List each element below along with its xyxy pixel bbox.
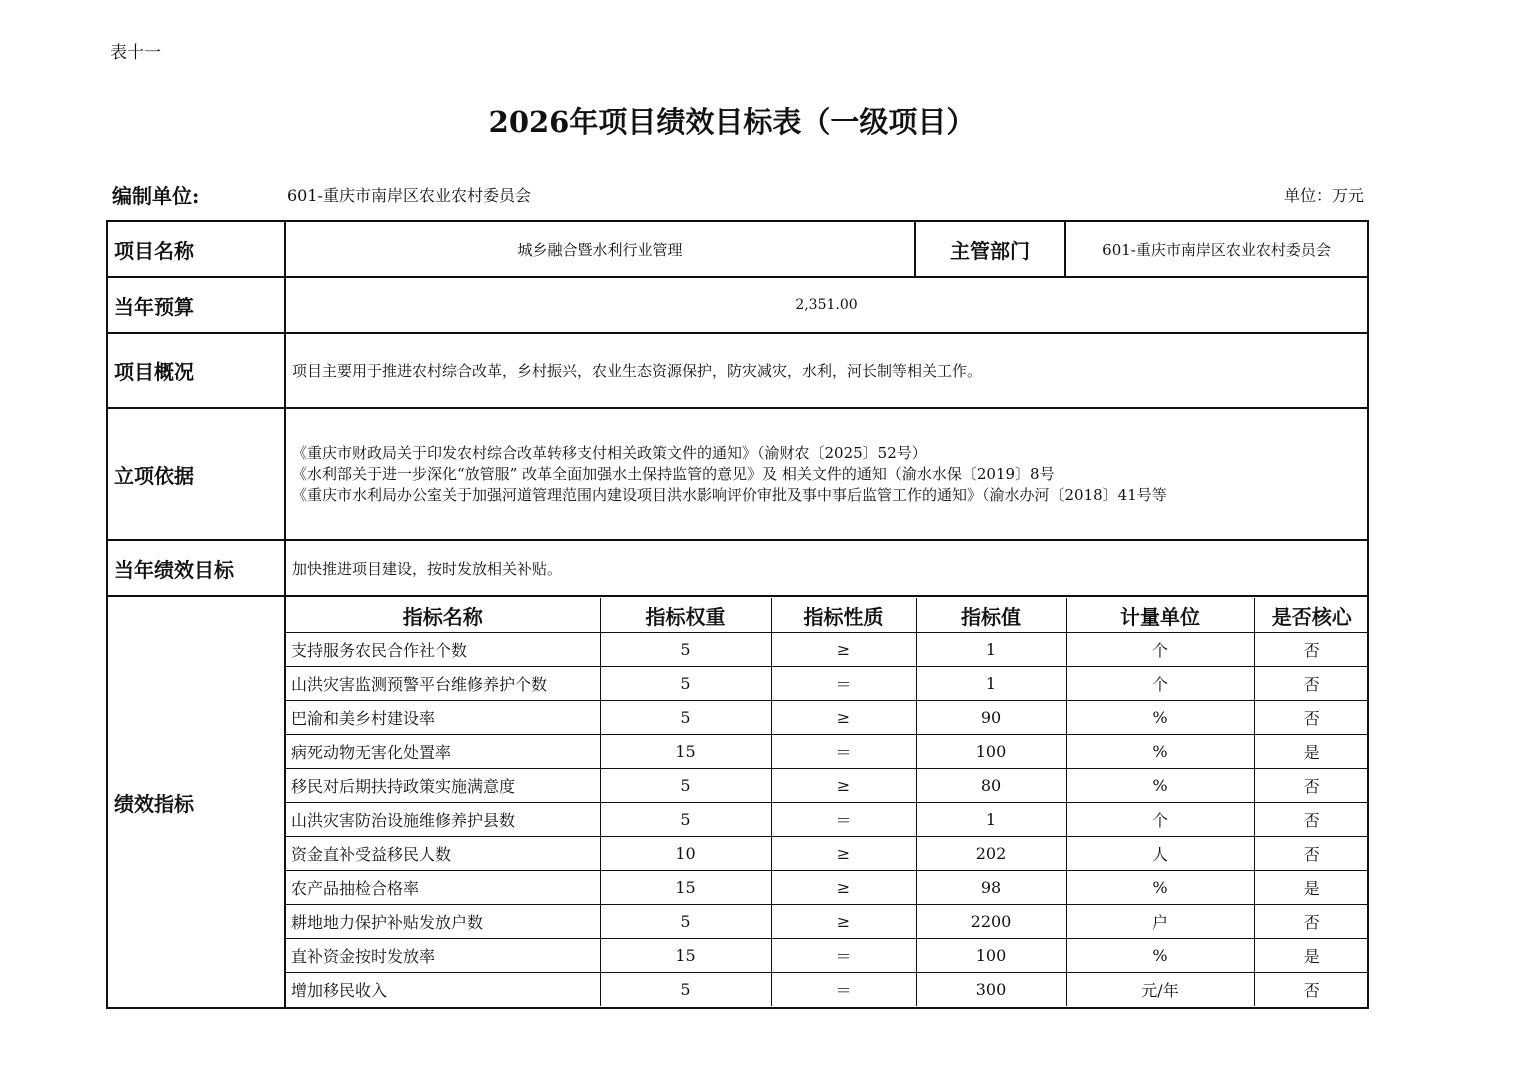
basis-label: 立项依据 — [107, 408, 285, 540]
table-row — [286, 667, 1368, 701]
indicator-nature: ＝ — [771, 667, 916, 701]
indicator-core: 否 — [1254, 667, 1368, 701]
indicator-core: 否 — [1254, 837, 1368, 871]
indicator-weight: 15 — [600, 871, 771, 905]
table-row — [286, 803, 1368, 837]
indicator-core: 否 — [1254, 701, 1368, 735]
performance-target-table — [106, 220, 1369, 1009]
indicator-unit: % — [1066, 769, 1254, 803]
indicator-weight: 5 — [600, 905, 771, 939]
indicator-unit: 元/年 — [1066, 973, 1254, 1007]
indicator-value: 1 — [916, 667, 1066, 701]
unit-label: 单位：万元 — [1283, 186, 1364, 205]
goal-value: 加快推进项目建设，按时发放相关补贴。 — [285, 540, 1368, 596]
page-title: 2026年项目绩效目标表（一级项目） — [488, 105, 976, 139]
table-row — [286, 769, 1368, 803]
indicator-nature: ≥ — [771, 769, 916, 803]
overview-value: 项目主要用于推进农村综合改革，乡村振兴，农业生态资源保护，防灾减灾，水利，河长制等相关工作。 — [285, 333, 1368, 408]
indicator-value: 1 — [916, 633, 1066, 667]
indicator-nature: ≥ — [771, 905, 916, 939]
indicator-name: 山洪灾害防治设施维修养护县数 — [286, 803, 600, 837]
budget-value: 2,351.00 — [285, 277, 1368, 333]
indicator-weight: 5 — [600, 701, 771, 735]
project-name-value: 城乡融合暨水利行业管理 — [285, 221, 915, 277]
indicator-value: 98 — [916, 871, 1066, 905]
indicator-nature: ＝ — [771, 973, 916, 1007]
table-row — [286, 905, 1368, 939]
indicator-core: 否 — [1254, 633, 1368, 667]
indicator-value: 100 — [916, 939, 1066, 973]
header-indicator-weight: 指标权重 — [600, 598, 771, 633]
indicator-nature: ≥ — [771, 701, 916, 735]
indicator-core: 否 — [1254, 803, 1368, 837]
budget-label: 当年预算 — [107, 277, 285, 333]
header-indicator-value: 指标值 — [916, 598, 1066, 633]
indicator-core: 是 — [1254, 939, 1368, 973]
indicator-name: 支持服务农民合作社个数 — [286, 633, 600, 667]
indicator-nature: ≥ — [771, 837, 916, 871]
indicator-weight: 5 — [600, 973, 771, 1007]
indicator-value: 300 — [916, 973, 1066, 1007]
indicator-unit: % — [1066, 939, 1254, 973]
indicator-weight: 15 — [600, 735, 771, 769]
indicator-name: 巴渝和美乡村建设率 — [286, 701, 600, 735]
indicator-name: 增加移民收入 — [286, 973, 600, 1007]
indicator-weight: 15 — [600, 939, 771, 973]
indicator-name: 直补资金按时发放率 — [286, 939, 600, 973]
indicator-weight: 5 — [600, 769, 771, 803]
indicator-nature: ＝ — [771, 735, 916, 769]
table-row — [286, 973, 1368, 1007]
header-measure-unit: 计量单位 — [1066, 598, 1254, 633]
indicator-name: 资金直补受益移民人数 — [286, 837, 600, 871]
indicator-value: 202 — [916, 837, 1066, 871]
indicator-value: 100 — [916, 735, 1066, 769]
dept-label: 主管部门 — [915, 221, 1065, 277]
org-value: 601-重庆市南岸区农业农村委员会 — [287, 186, 531, 205]
table-row — [286, 701, 1368, 735]
indicator-core: 否 — [1254, 973, 1368, 1007]
indicator-name: 山洪灾害监测预警平台维修养护个数 — [286, 667, 600, 701]
header-indicator-name: 指标名称 — [286, 598, 600, 633]
table-number-label: 表十一 — [110, 43, 161, 63]
indicator-weight: 10 — [600, 837, 771, 871]
basis-line: 《重庆市财政局关于印发农村综合改革转移支付相关政策文件的通知》（渝财农〔2025〕52号） — [292, 443, 927, 462]
dept-value: 601-重庆市南岸区农业农村委员会 — [1065, 221, 1368, 277]
overview-label: 项目概况 — [107, 333, 285, 408]
indicator-value: 90 — [916, 701, 1066, 735]
indicator-unit: 户 — [1066, 905, 1254, 939]
indicator-name: 耕地地力保护补贴发放户数 — [286, 905, 600, 939]
indicator-weight: 5 — [600, 667, 771, 701]
indicator-weight: 5 — [600, 803, 771, 837]
indicator-unit: 人 — [1066, 837, 1254, 871]
project-name-label: 项目名称 — [107, 221, 285, 277]
basis-line: 《重庆市水利局办公室关于加强河道管理范围内建设项目洪水影响评价审批及事中事后监管工作的通知》（渝水办河〔2018〕41号等 — [292, 485, 1167, 504]
table-row — [286, 735, 1368, 769]
indicator-core: 是 — [1254, 871, 1368, 905]
table-row — [286, 633, 1368, 667]
indicator-value: 1 — [916, 803, 1066, 837]
indicator-nature: ＝ — [771, 939, 916, 973]
indicator-core: 否 — [1254, 769, 1368, 803]
indicator-value: 80 — [916, 769, 1066, 803]
indicator-nature: ≥ — [771, 633, 916, 667]
org-label: 编制单位: — [112, 184, 200, 208]
table-row — [286, 939, 1368, 973]
header-indicator-nature: 指标性质 — [771, 598, 916, 633]
indicators-label: 绩效指标 — [107, 596, 285, 1008]
indicators-cell — [285, 596, 1368, 1008]
indicator-value: 2200 — [916, 905, 1066, 939]
indicators-header-row — [286, 598, 1368, 633]
indicator-unit: 个 — [1066, 803, 1254, 837]
indicator-core: 否 — [1254, 905, 1368, 939]
indicator-weight: 5 — [600, 633, 771, 667]
table-row — [286, 871, 1368, 905]
indicator-unit: % — [1066, 701, 1254, 735]
basis-value — [285, 408, 1368, 540]
indicators-table — [286, 598, 1368, 1006]
indicator-unit: % — [1066, 735, 1254, 769]
goal-label: 当年绩效目标 — [107, 540, 285, 596]
indicator-nature: ≥ — [771, 871, 916, 905]
header-is-core: 是否核心 — [1254, 598, 1368, 633]
indicator-nature: ＝ — [771, 803, 916, 837]
indicator-unit: 个 — [1066, 667, 1254, 701]
indicator-name: 农产品抽检合格率 — [286, 871, 600, 905]
indicator-unit: 个 — [1066, 633, 1254, 667]
indicator-unit: % — [1066, 871, 1254, 905]
indicator-core: 是 — [1254, 735, 1368, 769]
table-row — [286, 837, 1368, 871]
basis-line: 《水利部关于进一步深化“放管服” 改革全面加强水土保持监管的意见》及 相关文件的通知（渝水水保〔2019〕8号 — [292, 464, 1055, 483]
indicator-name: 移民对后期扶持政策实施满意度 — [286, 769, 600, 803]
indicator-name: 病死动物无害化处置率 — [286, 735, 600, 769]
